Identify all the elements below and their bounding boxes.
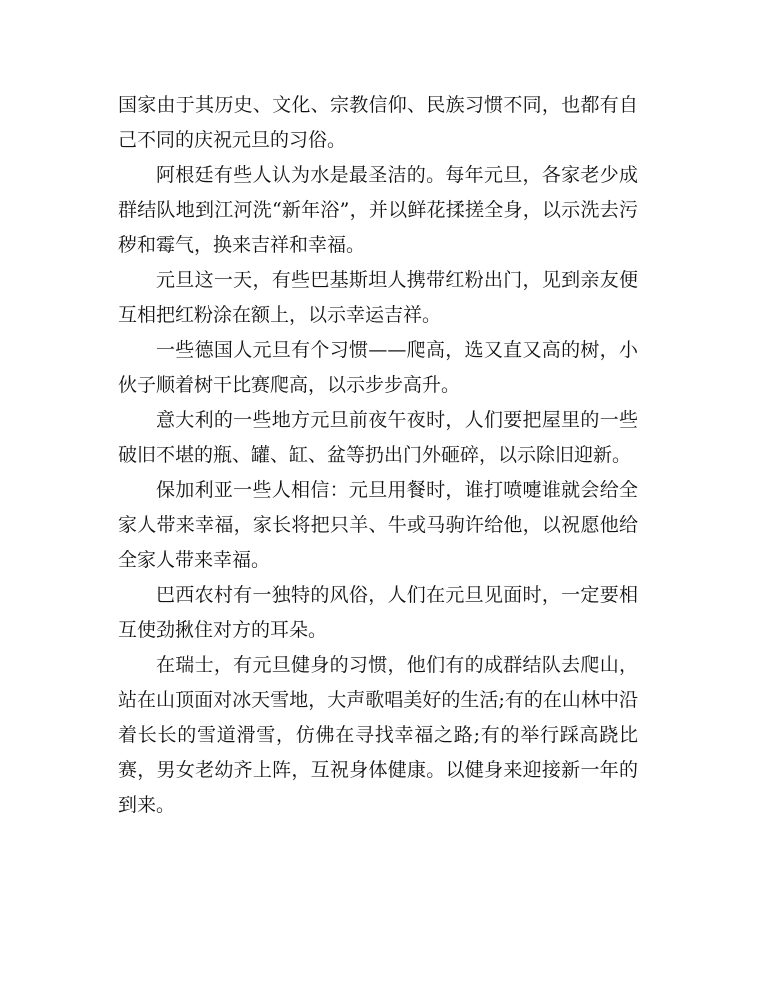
paragraph-italy: 意大利的一些地方元旦前夜午夜时，人们要把屋里的一些破旧不堪的瓶、罐、缸、盆等扔出门外砸碎，以示除旧迎新。	[118, 409, 638, 466]
paragraph-pakistan: 元旦这一天，有些巴基斯坦人携带红粉出门，见到亲友便互相把红粉涂在额上，以示幸运吉祥。	[118, 269, 638, 326]
paragraph-bulgaria: 保加利亚一些人相信：元旦用餐时，谁打喷嚏谁就会给全家人带来幸福，家长将把只羊、牛或马驹许给他，以祝愿他给全家人带来幸福。	[118, 479, 638, 571]
document-body	[118, 88, 638, 823]
paragraph-argentina: 阿根廷有些人认为水是最圣洁的。每年元旦，各家老少成群结队地到江河洗“新年浴”，并以鲜花揉搓全身，以示洗去污秽和霉气，换来吉祥和幸福。	[118, 164, 638, 256]
paragraph-germany: 一些德国人元旦有个习惯——爬高，选又直又高的树，小伙子顺着树干比赛爬高，以示步步高升。	[118, 339, 638, 396]
paragraph-switzerland: 在瑞士，有元旦健身的习惯，他们有的成群结队去爬山，站在山顶面对冰天雪地，大声歌唱美好的生活;有的在山林中沿着长长的雪道滑雪，仿佛在寻找幸福之路;有的举行踩高跷比赛，男女老幼齐上阵，互祝身体健康。以健身来迎接新一年的到来。	[118, 654, 638, 816]
paragraph-intro: 国家由于其历史、文化、宗教信仰、民族习惯不同，也都有自己不同的庆祝元旦的习俗。	[118, 94, 638, 151]
paragraph-brazil: 巴西农村有一独特的风俗，人们在元旦见面时，一定要相互使劲揪住对方的耳朵。	[118, 584, 638, 641]
